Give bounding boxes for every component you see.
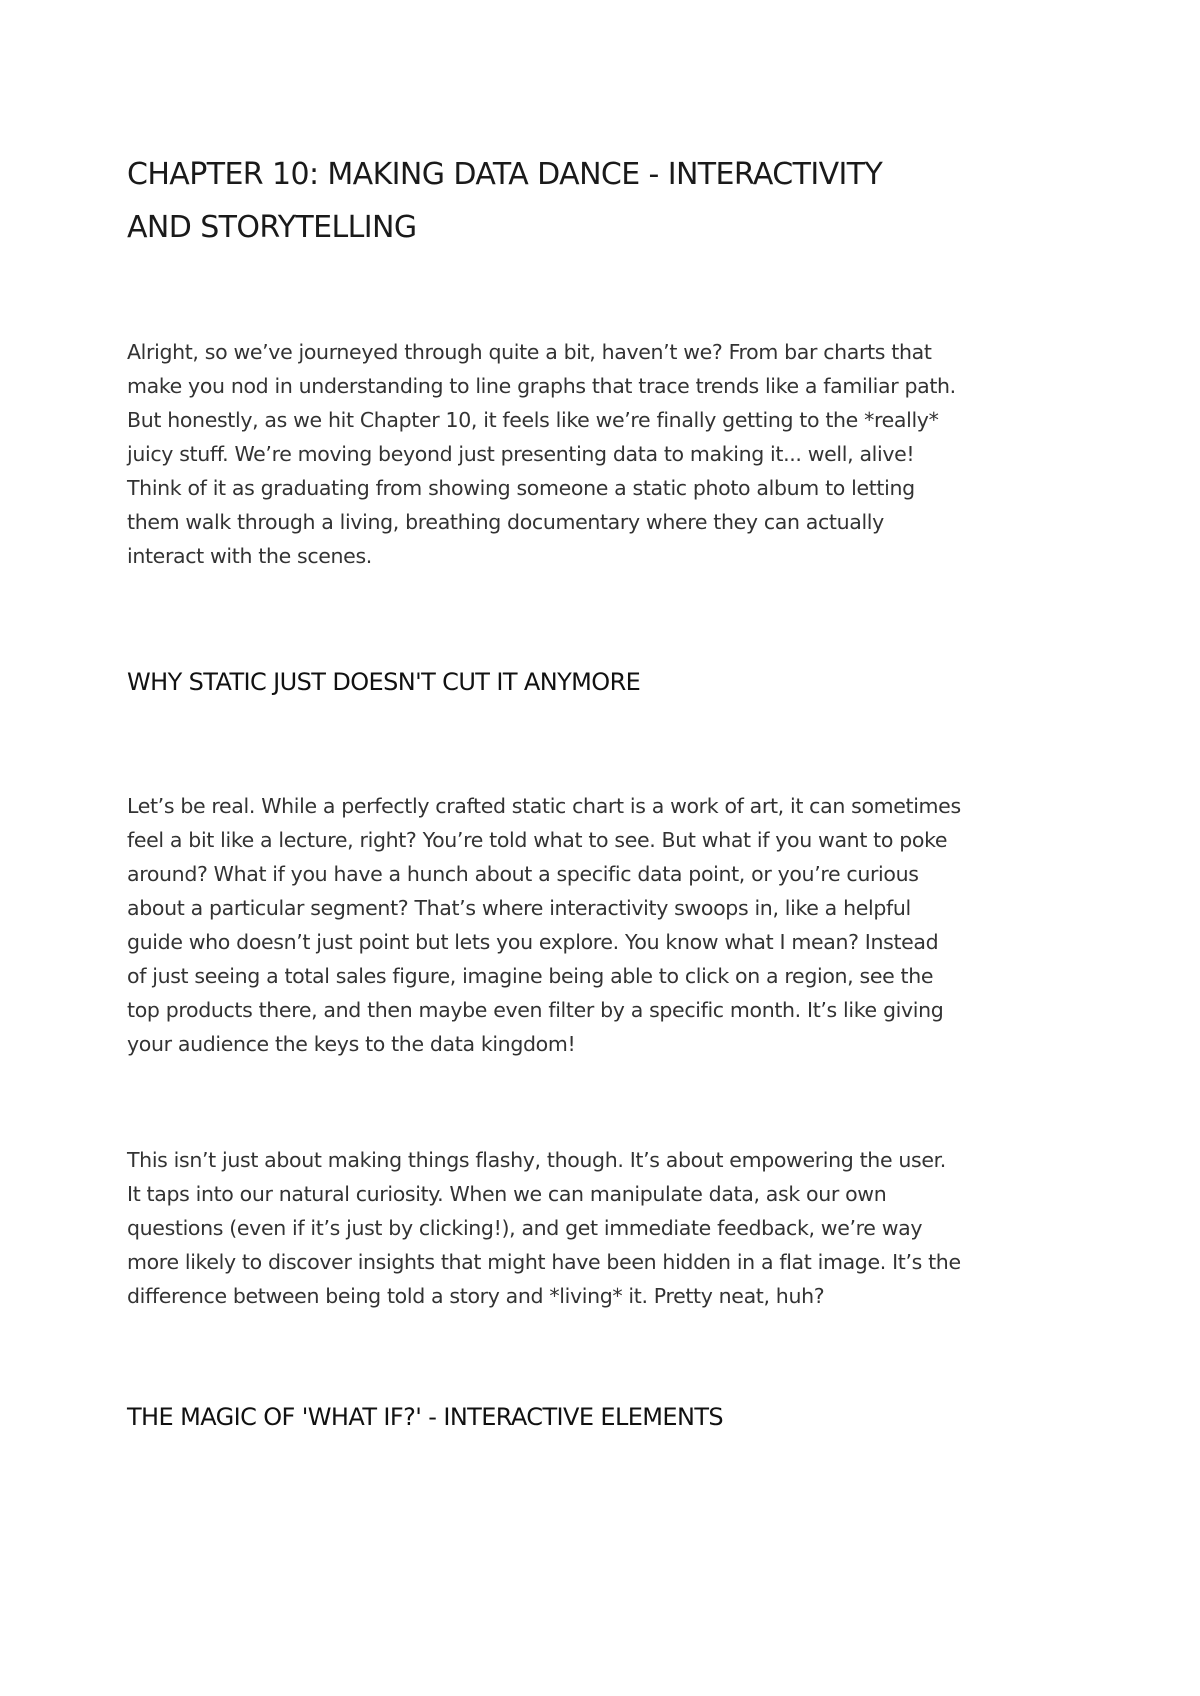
text-line: Think of it as graduating from showing someone a static photo album to letting	[127, 476, 915, 500]
section-heading-magic-of-what-if: THE MAGIC OF 'WHAT IF?' - INTERACTIVE ELEMENTS	[127, 1403, 724, 1431]
text-line: interact with the scenes.	[127, 544, 372, 568]
text-line: them walk through a living, breathing documentary where they can actually	[127, 510, 884, 534]
paragraph-why-static-1	[127, 789, 1087, 1061]
text-line: more likely to discover insights that might have been hidden in a flat image. It’s the	[127, 1250, 961, 1274]
text-line: about a particular segment? That’s where interactivity swoops in, like a helpful	[127, 896, 911, 920]
text-line: your audience the keys to the data kingdom!	[127, 1032, 576, 1056]
text-line: around? What if you have a hunch about a specific data point, or you’re curious	[127, 862, 919, 886]
text-line: make you nod in understanding to line graphs that trace trends like a familiar path.	[127, 374, 956, 398]
text-line: Alright, so we’ve journeyed through quite a bit, haven’t we? From bar charts that	[127, 340, 932, 364]
chapter-title-line: AND STORYTELLING	[127, 210, 417, 245]
text-line: of just seeing a total sales figure, imagine being able to click on a region, see the	[127, 964, 934, 988]
text-line: difference between being told a story and *living* it. Pretty neat, huh?	[127, 1284, 825, 1308]
text-line: This isn’t just about making things flashy, though. It’s about empowering the user.	[127, 1148, 946, 1172]
chapter-title	[127, 148, 1087, 254]
paragraph-why-static-2	[127, 1143, 1087, 1313]
intro-paragraph	[127, 335, 1087, 573]
chapter-title-line: CHAPTER 10: MAKING DATA DANCE - INTERACTIVITY	[127, 157, 883, 192]
text-line: feel a bit like a lecture, right? You’re told what to see. But what if you want to poke	[127, 828, 948, 852]
text-line: top products there, and then maybe even filter by a specific month. It’s like giving	[127, 998, 944, 1022]
text-line: questions (even if it’s just by clicking!), and get immediate feedback, we’re way	[127, 1216, 923, 1240]
text-line: But honestly, as we hit Chapter 10, it feels like we’re finally getting to the *really*	[127, 408, 939, 432]
text-line: guide who doesn’t just point but lets you explore. You know what I mean? Instead	[127, 930, 939, 954]
text-line: It taps into our natural curiosity. When we can manipulate data, ask our own	[127, 1182, 887, 1206]
text-line: Let’s be real. While a perfectly crafted static chart is a work of art, it can sometimes	[127, 794, 961, 818]
section-heading-why-static: WHY STATIC JUST DOESN'T CUT IT ANYMORE	[127, 668, 641, 696]
text-line: juicy stuff. We’re moving beyond just presenting data to making it... well, alive!	[127, 442, 915, 466]
